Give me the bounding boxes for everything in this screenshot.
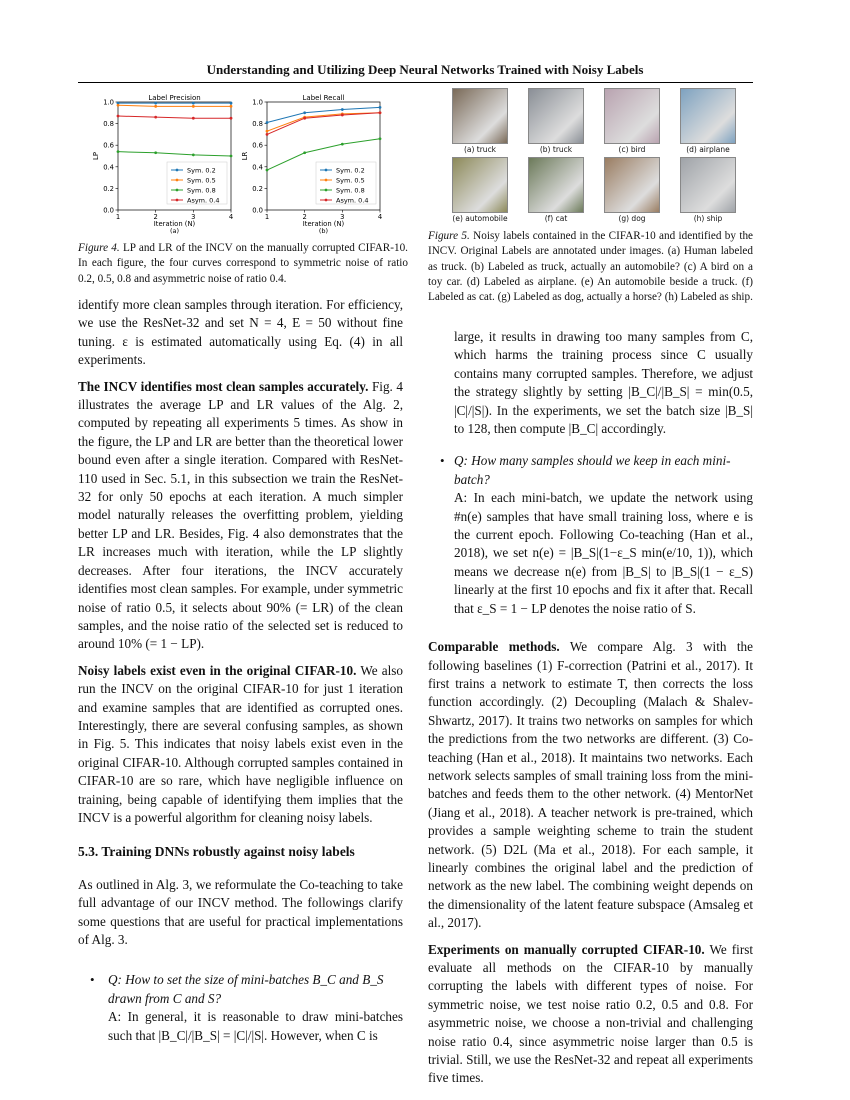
y-tick-label: 0.4	[103, 163, 114, 172]
series-line	[267, 113, 380, 135]
y-tick-label: 0.6	[103, 141, 114, 150]
data-point	[266, 121, 269, 124]
chart-title: Label Recall	[302, 94, 345, 102]
paragraph: identify more clean samples through iteration. For efficiency, we use the ResNet-32 and set N = 4, E = 50 without fine tuning. ε is estimated automatically using Eq. (4) in all experiments.	[78, 297, 403, 368]
image-caption-label: (h) ship	[693, 214, 723, 223]
paragraph: As outlined in Alg. 3, we reformulate the Co-teaching to take full advantage of our INCV method. The followings clarify some questions that are useful for practical implementations of Alg. 3.	[78, 876, 403, 947]
data-point	[117, 115, 120, 118]
paragraph-title: The INCV identifies most clean samples accurately.	[78, 378, 369, 394]
data-point	[303, 117, 306, 120]
legend-marker	[325, 179, 328, 182]
chart-title: Label Precision	[148, 94, 201, 102]
legend-entry: Asym. 0.4	[187, 196, 220, 205]
data-point	[379, 137, 382, 140]
series-line	[267, 107, 380, 122]
data-point	[117, 104, 120, 107]
y-tick-label: 0.0	[252, 206, 263, 215]
label-recall-chart	[241, 94, 382, 235]
image-caption-label: (b) truck	[539, 145, 573, 154]
data-point	[303, 151, 306, 154]
image-caption-label: (a) truck	[463, 145, 497, 154]
sample-image	[604, 157, 660, 213]
legend-entry: Sym. 0.8	[187, 186, 216, 195]
legend-marker	[176, 189, 179, 192]
figure-4-label: Figure 4.	[78, 242, 120, 254]
y-tick-label: 0.6	[252, 141, 263, 150]
data-point	[341, 114, 344, 117]
data-point	[117, 150, 120, 153]
image-caption-label: (g) dog	[618, 214, 646, 223]
data-point	[154, 151, 157, 154]
x-tick-label: 1	[115, 213, 121, 221]
legend-entry: Sym. 0.5	[187, 176, 216, 185]
header-rule	[78, 82, 753, 83]
question: Q: How to set the size of mini-batches B_C and B_S drawn from C and S?	[108, 972, 384, 1006]
data-point	[192, 117, 195, 120]
series-line	[118, 116, 231, 118]
x-tick-label: 4	[228, 213, 234, 221]
answer: large, it results in drawing too many samples from C, which harms the training process since C usually contains many corrupted samples. Therefore, we adjust the strategy slightly by setting |B_C|/|B_S| = min(0.5, |C|/|S|). In the experiments, we set the batch size |B_S| to 128, then compute |B_C| accordingly.	[454, 329, 753, 437]
legend-entry: Sym. 0.8	[336, 186, 365, 195]
y-tick-label: 0.2	[252, 184, 263, 193]
legend-marker	[176, 179, 179, 182]
bullet-item	[78, 971, 403, 1045]
x-axis-label: Iteration (N)	[302, 220, 345, 228]
data-point	[266, 133, 269, 136]
paragraph-title: Noisy labels exist even in the original CIFAR-10.	[78, 662, 357, 678]
figure-5-caption-text: Noisy labels contained in the CIFAR-10 and identified by the INCV. Original Labels are annotated under images. (a) Human labeled as truck. (b) Labeled as truck, actually an automobile? (c) A bird on a toy car. (d) Labeled as airplane. (e) An automobile beside a truck. (f) Labeled as cat. (g) Labeled as dog, actually a horse? (h) Labeled as ship.	[428, 230, 753, 304]
sample-image	[604, 88, 660, 144]
section-heading: 5.3. Training DNNs robustly against noisy labels	[78, 844, 355, 860]
answer: A: In each mini-batch, we update the network using #n(e) samples that have small training loss, where e is the current epoch. Following Co-teaching (Han et al., 2018), we set n(e) = |B_S|(1−ε_S min(e/10, 1)), which means we decrease n(e) from |B_S| to |B_S|(1 − ε_S) linearly at the first 10 epochs and fix it after that. Recall that ε_S = 1 − LP denotes the noise ratio of S.	[454, 490, 753, 616]
y-axis-label: LR	[241, 151, 249, 161]
paragraph-text: We also run the INCV on the original CIFAR-10 for just 1 iteration and examine samples that are identified as corrupted ones. Interestingly, there are several confusing samples, as shown in Fig. 5. This indicates that noisy labels exist even in the original CIFAR-10. Although corrupted samples contained in CIFAR-10 are so rare, which have negligible influence on training, being capable of identifying them implies that the INCV is a powerful algorithm for cleaning noisy labels.	[78, 662, 403, 825]
sample-image	[452, 157, 508, 213]
data-point	[154, 116, 157, 119]
y-axis-label: LP	[92, 152, 100, 160]
data-point	[192, 154, 195, 157]
legend-marker	[176, 169, 179, 172]
paragraph	[428, 638, 753, 933]
figure-5-caption	[428, 229, 753, 305]
figure-4-caption-text: LP and LR of the INCV on the manually corrupted CIFAR-10. In each figure, the four curves correspond to symmetric noise of ratio 0.2, 0.5, 0.8 and asymmetric noise of ratio 0.4.	[78, 242, 408, 285]
data-point	[379, 106, 382, 109]
right-column	[428, 328, 753, 1088]
sample-image	[528, 88, 584, 144]
x-tick-label: 3	[191, 213, 196, 221]
data-point	[192, 102, 195, 105]
sample-image	[680, 88, 736, 144]
legend-entry: Asym. 0.4	[336, 196, 369, 205]
data-point	[154, 105, 157, 108]
paragraph	[78, 378, 403, 654]
series-line	[267, 113, 380, 131]
paragraph-title: Experiments on manually corrupted CIFAR-10.	[428, 941, 705, 957]
question: Q: How many samples should we keep in each mini-batch?	[454, 453, 731, 487]
x-tick-label: 4	[377, 213, 383, 221]
legend-entry: Sym. 0.5	[336, 176, 365, 185]
x-tick-label: 2	[302, 213, 307, 221]
sample-image	[528, 157, 584, 213]
running-header: Understanding and Utilizing Deep Neural Networks Trained with Noisy Labels	[206, 62, 644, 77]
data-point	[303, 111, 306, 114]
bullet-dot: •	[440, 453, 445, 469]
paragraph	[428, 941, 753, 1088]
answer-continuation	[428, 328, 753, 438]
image-caption-label: (e) automobile	[452, 214, 508, 223]
image-caption-label: (f) cat	[544, 214, 568, 223]
data-point	[230, 117, 233, 120]
figure-5-label: Figure 5.	[428, 230, 470, 242]
data-point	[379, 111, 382, 114]
subfigure-label: (a)	[169, 227, 180, 235]
y-tick-label: 0.8	[252, 120, 263, 129]
legend-marker	[325, 169, 328, 172]
data-point	[230, 105, 233, 108]
x-tick-label: 2	[153, 213, 158, 221]
series-line	[118, 105, 231, 106]
label-precision-chart	[92, 94, 233, 235]
data-point	[341, 143, 344, 146]
legend-marker	[325, 189, 328, 192]
legend-marker	[325, 199, 328, 202]
series-line	[118, 152, 231, 156]
y-tick-label: 0.0	[103, 206, 114, 215]
data-point	[266, 130, 269, 133]
data-point	[154, 102, 157, 105]
x-tick-label: 3	[340, 213, 345, 221]
x-tick-label: 1	[264, 213, 270, 221]
data-point	[192, 105, 195, 108]
legend-entry: Sym. 0.2	[336, 166, 365, 175]
left-column	[78, 296, 403, 1045]
data-point	[266, 169, 269, 172]
y-tick-label: 1.0	[103, 98, 114, 107]
sample-image	[680, 157, 736, 213]
y-tick-label: 0.4	[252, 163, 263, 172]
image-caption-label: (d) airplane	[686, 145, 730, 154]
paragraph-text: We compare Alg. 3 with the following baselines (1) F-correction (Patrini et al., 2017). It first trains a network to estimate T, then corrects the loss function accordingly. (2) Decoupling (Malach & Shalev-Shwartz, 2017). It trains two networks on samples for which the predictions from the two networks are different. (3) Co-teaching (Han et al., 2018). It maintains two networks. Each network selects samples of small training loss from the mini-batches and feeds them to the other network. (4) MentorNet (Jiang et al., 2018). A teacher network is pre-trained, which provides a sample weighting scheme to train the student network. (5) D2L (Ma et al., 2018). For each sample, it linearly combines the original label and the prediction of network as the new label. The combining weight depends on the dimensionality of the latent feature subspace (Amsaleg et al., 2017).	[428, 639, 753, 931]
data-point	[230, 102, 233, 105]
figure-4-caption	[78, 241, 408, 287]
sample-image	[452, 88, 508, 144]
y-tick-label: 0.2	[103, 184, 114, 193]
subfigure-label: (b)	[318, 227, 329, 235]
figure-4-charts	[90, 90, 390, 238]
legend-entry: Sym. 0.2	[187, 166, 216, 175]
bullet-item	[428, 452, 753, 618]
x-axis-label: Iteration (N)	[153, 220, 196, 228]
paragraph-text: We first evaluate all methods on the CIFAR-10 by manually corrupting the labels with different types of noise. For symmetric noise, we test noise ratio 0.2, 0.5 and 0.8. For asymmetric noise, we choose a non-trivial and challenging noise ratio 0.4, since asymmetric noise larger than 0.5 is trivial. Still, we use the ResNet-32 and repeat all experiments five times.	[428, 941, 754, 1086]
legend-marker	[176, 199, 179, 202]
paragraph	[78, 662, 403, 828]
y-tick-label: 0.8	[103, 120, 114, 129]
bullet-dot: •	[90, 972, 95, 988]
paragraph-text: Fig. 4 illustrates the average LP and LR values of the Alg. 2, computed by repeating all experiments 5 times. As show in the figure, the LP and LR are better than the theoretical lower bound even after a single iteration. Compared with ResNet-110 used in Sec. 5.1, in this subsection we train the ResNet-32 for only 50 epochs at each iteration. A much simpler model naturally releases the overfitting problem, yielding better LP and LR. Besides, Fig. 4 also demonstrates that the LR increases much with iteration, while the LP slightly decreases. After four iterations, the INCV accurately identifies most clean samples. For example, under symmetric noise of ratio 0.5, it selects about 90% (= LR) of the clean samples, and the noise ratio of the selected set is reduced to around 10% (= 1 − LP).	[78, 378, 404, 652]
paragraph-title: Comparable methods.	[428, 639, 560, 655]
y-tick-label: 1.0	[252, 98, 263, 107]
data-point	[230, 155, 233, 158]
image-caption-label: (c) bird	[618, 145, 646, 154]
data-point	[341, 108, 344, 111]
answer: A: In general, it is reasonable to draw mini-batches such that |B_C|/|B_S| = |C|/|S|. However, when C is	[108, 1009, 403, 1043]
